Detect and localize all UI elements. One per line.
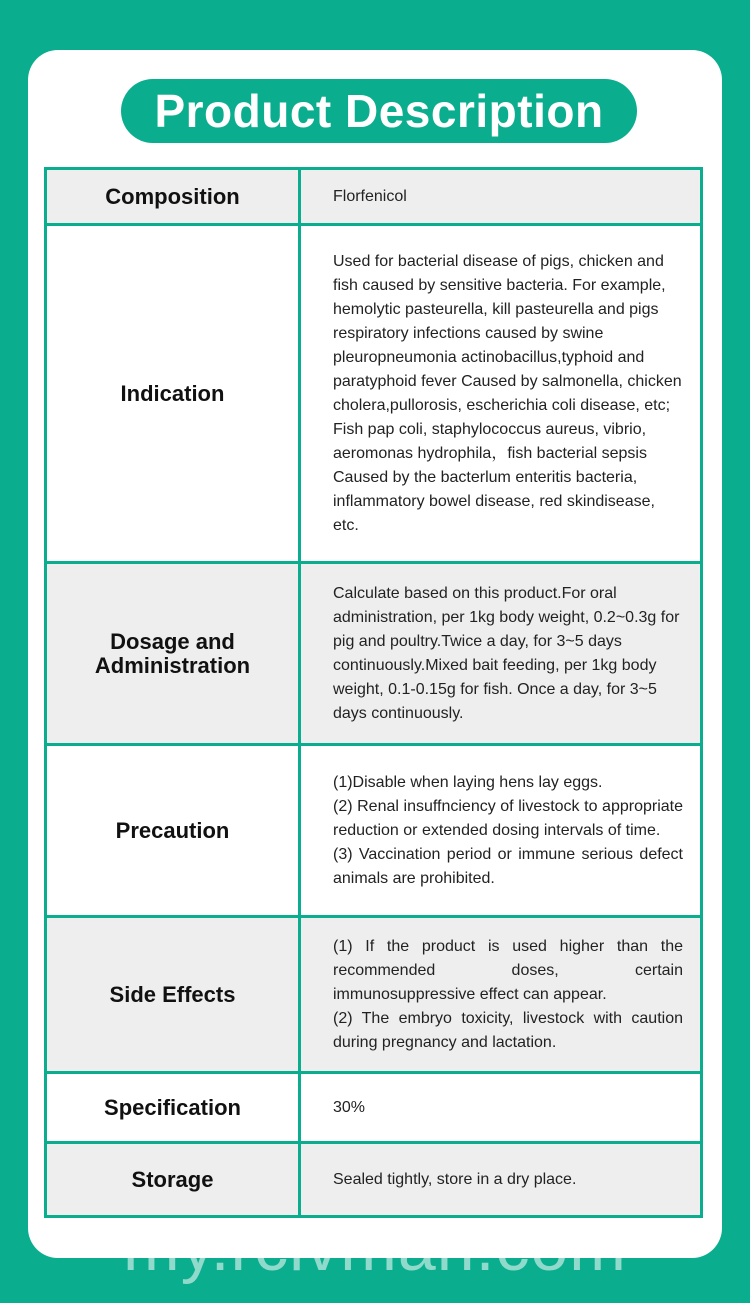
row-value-line: (1)Disable when laying hens lay eggs. (333, 773, 603, 791)
row-value (300, 745, 702, 917)
watermark: my.rclvman.com (123, 1209, 627, 1285)
table-row-dosage (46, 563, 702, 745)
row-label: Indication (46, 225, 300, 563)
row-label-line: Dosage and (110, 628, 235, 654)
table-row-precaution (46, 745, 702, 917)
row-value-line: (2) Renal insuffnciency of livestock to appropriate reduction or extended dosing intervals of time. (333, 797, 683, 839)
row-value: 30% (300, 1073, 702, 1143)
row-value (300, 917, 702, 1073)
row-value-line: (2) The embryo toxicity, livestock with caution during pregnancy and lactation. (333, 1009, 683, 1051)
row-label: Storage (46, 1143, 300, 1217)
table-row-specification (46, 1073, 702, 1143)
row-label: Specification (46, 1073, 300, 1143)
row-value: Sealed tightly, store in a dry place. (300, 1143, 702, 1217)
row-label-line: Administration (94, 652, 251, 678)
row-label: Composition (46, 169, 300, 225)
product-spec-table (44, 167, 703, 1218)
row-value-line: (1) If the product is used higher than the recommended doses, certain immunosuppressive effect can appear. (333, 937, 683, 1003)
row-value-line: (3) Vaccination period or immune serious defect animals are prohibited. (333, 845, 683, 887)
table-row-side-effects (46, 917, 702, 1073)
page-title: Product Description (121, 79, 637, 143)
row-label: Side Effects (46, 917, 300, 1073)
table-row-composition (46, 169, 702, 225)
row-value: Calculate based on this product.For oral administration, per 1kg body weight, 0.2~0.3g for pig and poultry.Twice a day, for 3~5 days continuously.Mixed bait feeding, per 1kg body weight, 0.1-0.15g for fish. Once a day, for 3~5 days continuously. (300, 563, 702, 745)
table-row-indication (46, 225, 702, 563)
row-label: Precaution (46, 745, 300, 917)
row-label (46, 563, 300, 745)
row-value: Florfenicol (300, 169, 702, 225)
row-value: Used for bacterial disease of pigs, chicken and fish caused by sensitive bacteria. For example, hemolytic pasteurella, kill pasteurella and pigs respiratory infections caused by swine pleuropneumonia actinobacillus,typhoid and paratyphoid fever Caused by salmonella, chicken cholera,pullorosis, escherichia coli disease, etc; Fish pap coli, staphylococcus aureus, vibrio, aeromonas hydrophila，fish bacterial sepsis Caused by the bacterlum enteritis bacteria, inflammatory bowel disease, red skindisease, etc. (300, 225, 702, 563)
table-row-storage (46, 1143, 702, 1217)
